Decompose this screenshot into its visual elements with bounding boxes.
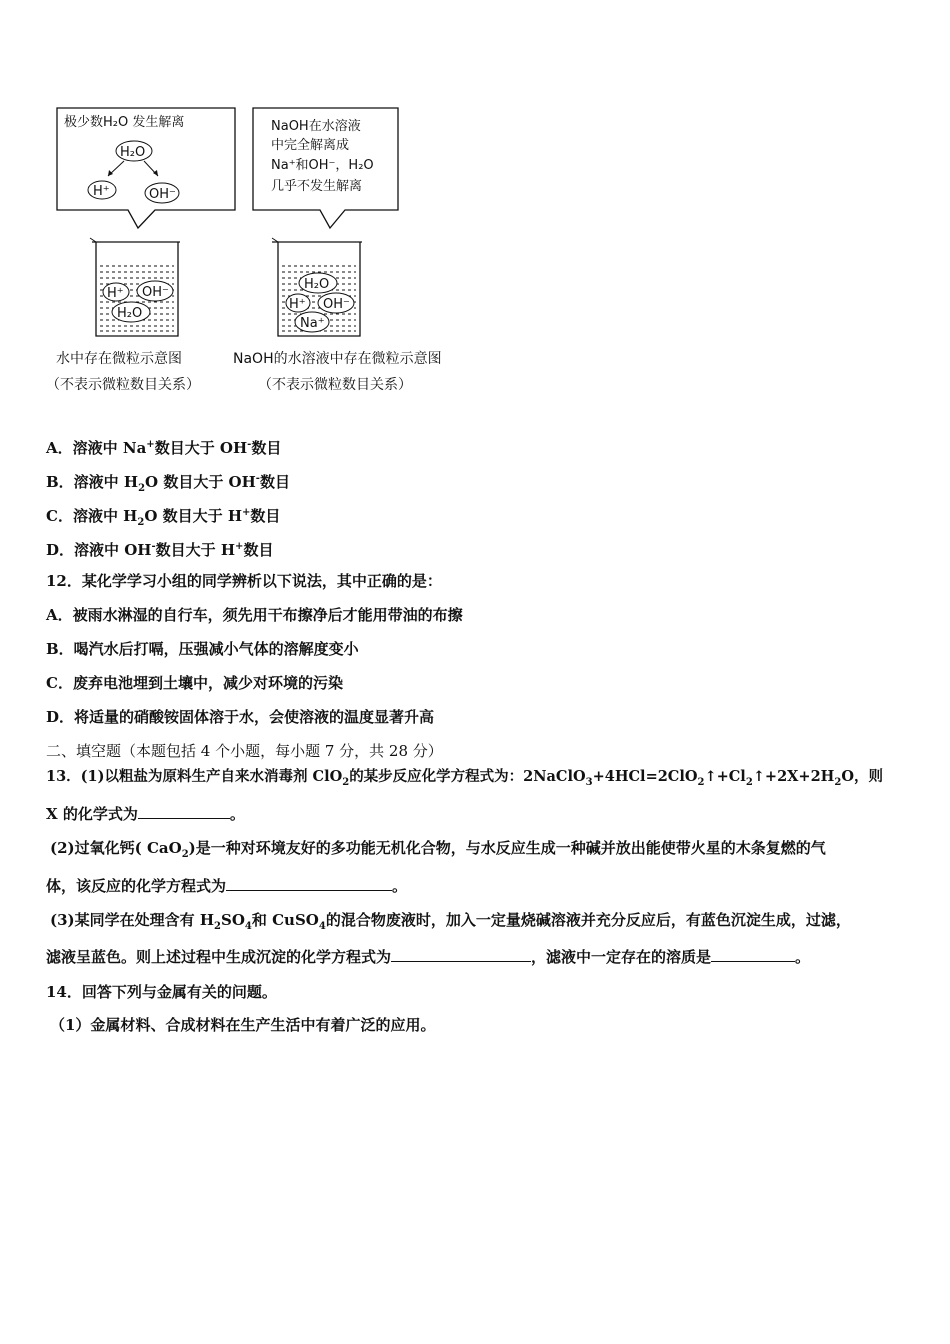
left-beaker-h2o: H₂O [117, 306, 143, 321]
right-caption-line2: （不表示微粒数目关系） [258, 377, 412, 393]
right-bubble-line2: 中完全解离成 [271, 138, 350, 153]
q11-option-a: A．溶液中 Na+数目大于 OH-数目 [46, 439, 282, 457]
q13-part2-line1: (2)过氧化钙( CaO$_2$)是一种对环境友好的多功能无机化合物，与水反应生成一种碱并放出能使带火星的木条复燃的气 [50, 839, 826, 860]
left-bubble-title: 极少数H₂O 发生解离 [64, 115, 185, 130]
right-beaker [272, 238, 362, 336]
left-caption-line2: （不表示微粒数目关系） [46, 377, 200, 393]
left-bubble-h2o: H₂O [120, 145, 146, 160]
q11-option-c: C．溶液中 $H_2O$ 数目大于 H+数目 [46, 507, 281, 528]
q13-part2-line2: 体，该反应的化学方程式为 。 [46, 877, 408, 895]
right-bubble-line3: Na⁺和OH⁻，H₂O [271, 158, 374, 173]
ionization-figure [40, 100, 520, 360]
q13-answer-blank-3[interactable] [391, 947, 531, 962]
q12-option-d: D．将适量的硝酸铵固体溶于水，会使溶液的温度显著升高 [46, 708, 435, 726]
left-beaker-oh: OH⁻ [142, 285, 169, 300]
left-caption-line1: 水中存在微粒示意图 [56, 351, 182, 367]
left-beaker-h: H⁺ [107, 286, 124, 301]
q12-option-a: A．被雨水淋湿的自行车，须先用干布擦净后才能用带油的布擦 [46, 606, 463, 624]
q13-answer-blank-2[interactable] [226, 876, 392, 891]
q12-option-b: B．喝汽水后打嗝，压强减小气体的溶解度变小 [46, 640, 359, 658]
q12-option-c: C．废弃电池埋到土壤中，减少对环境的污染 [46, 674, 343, 692]
q12-stem: 12．某化学学习小组的同学辨析以下说法，其中正确的是： [46, 572, 442, 590]
left-bubble-h: H⁺ [93, 184, 110, 199]
section2-heading: 二、填空题（本题包括 4 个小题，每小题 7 分，共 28 分） [46, 742, 443, 760]
q14-part1: （1）金属材料、合成材料在生产生活中有着广泛的应用。 [50, 1016, 436, 1034]
q13-answer-blank-1[interactable] [138, 804, 230, 819]
q13-part1-line2: X 的化学式为 。 [46, 805, 245, 823]
q13-part3-line2: 滤液呈蓝色。则上述过程中生成沉淀的化学方程式为 ，滤液中一定存在的溶质是 。 [46, 948, 811, 966]
q13-answer-blank-4[interactable] [711, 947, 795, 962]
left-beaker [90, 238, 180, 336]
right-bubble-line1: NaOH在水溶液 [271, 119, 361, 134]
q13-part1-line1: 13．(1)以粗盐为原料生产自来水消毒剂 ClO$_2$的某步反应化学方程式为：$2NaClO_3+4HCl=2ClO_2↑+Cl_2↑+2X+2H_2O$，则 [46, 768, 883, 788]
right-bubble-line4: 几乎不发生解离 [271, 179, 363, 194]
right-caption-line1: NaOH的水溶液中存在微粒示意图 [233, 351, 442, 367]
right-beaker-na: Na⁺ [300, 316, 325, 331]
q14-stem: 14．回答下列与金属有关的问题。 [46, 983, 277, 1001]
right-beaker-h: H⁺ [289, 297, 306, 312]
right-beaker-oh: OH⁻ [323, 297, 350, 312]
left-bubble-oh: OH⁻ [149, 187, 176, 202]
q11-option-b: B．溶液中 $H_2O$ 数目大于 OH-数目 [46, 473, 290, 494]
q13-part3-line1: (3)某同学在处理含有 $H_2SO_4$和 CuSO$_4$的混合物废液时，加入一定量烧碱溶液并充分反应后，有蓝色沉淀生成，过滤， [50, 911, 851, 932]
right-beaker-h2o: H₂O [304, 277, 330, 292]
q11-option-d: D．溶液中 OH-数目大于 H+数目 [46, 541, 274, 559]
